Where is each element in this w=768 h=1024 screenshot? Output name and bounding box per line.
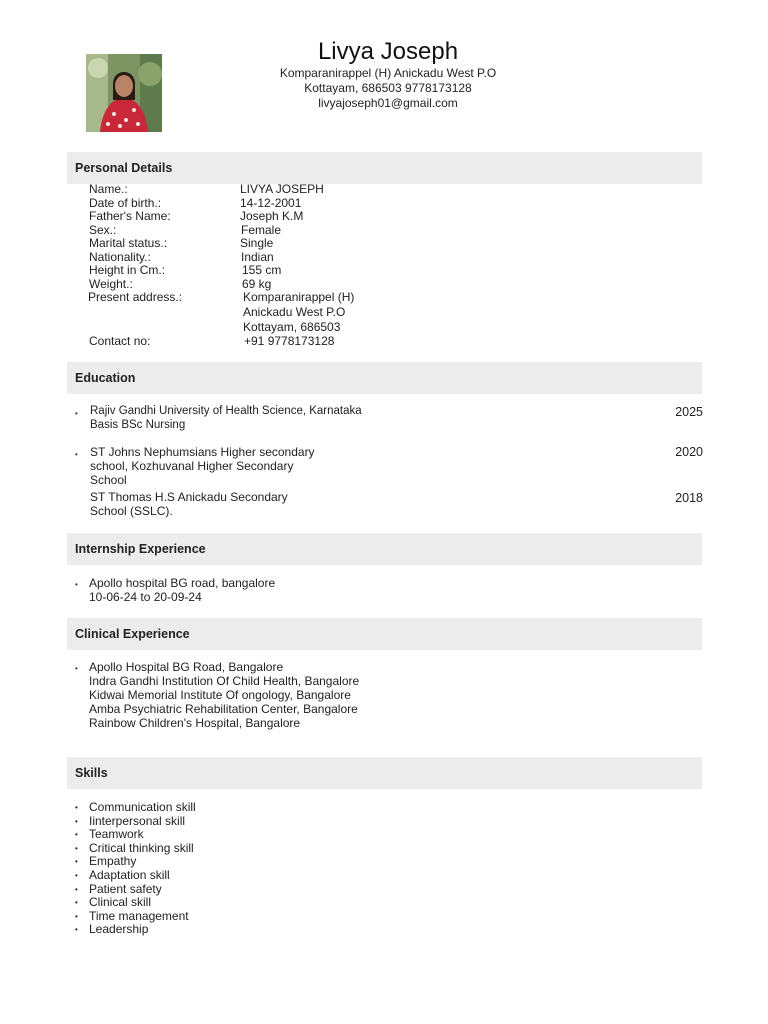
list-item: • Communication skill — [74, 801, 196, 815]
list-item: • Adaptation skill — [74, 869, 196, 883]
section-header-internship: Internship Experience — [67, 533, 702, 565]
personal-value: 14-12-2001 — [240, 195, 302, 210]
present-address-line: Kottayam, 686503 — [243, 320, 341, 334]
personal-key: Father's Name: — [89, 209, 171, 223]
section-header-skills: Skills — [67, 757, 702, 789]
personal-key: Sex.: — [89, 222, 117, 237]
personal-key: Name.: — [89, 182, 128, 196]
personal-details-table — [89, 183, 389, 353]
contact-label: Contact no: — [89, 334, 151, 348]
clinical-line: Amba Psychiatric Rehabilitation Center, Bangalore — [89, 702, 358, 716]
education-line: school, Kozhuvanal Higher Secondary — [90, 459, 294, 473]
bullet-icon: • — [75, 664, 78, 673]
education-line: School (SSLC). — [90, 504, 173, 518]
address-line-2: Kottayam, 686503 9778173128 — [304, 81, 472, 95]
education-line: ST Johns Nephumsians Higher secondary — [90, 445, 315, 459]
internship-line: 10-06-24 to 20-09-24 — [89, 590, 202, 604]
resume-header — [238, 38, 538, 111]
personal-value: Female — [241, 222, 282, 237]
personal-key: Date of birth.: — [89, 195, 162, 210]
address-line-1: Komparanirappel (H) Anickadu West P.O — [279, 66, 497, 80]
personal-value: 155 cm — [242, 263, 282, 277]
list-item: • Critical thinking skill — [74, 842, 196, 856]
personal-key: Marital status.: — [89, 236, 168, 250]
personal-key: Weight.: — [89, 276, 133, 291]
skills-list — [74, 801, 196, 937]
education-year: 2025 — [675, 405, 703, 419]
profile-photo-image — [86, 54, 162, 132]
education-line: Basis BSc Nursing — [90, 419, 186, 431]
list-item: • Empathy — [74, 855, 196, 869]
clinical-line: Kidwai Memorial Institute Of ongology, Bangalore — [89, 688, 351, 702]
section-header-clinical: Clinical Experience — [67, 618, 702, 650]
clinical-line: Rainbow Children's Hospital, Bangalore — [89, 716, 301, 730]
section-header-personal-details: Personal Details — [67, 152, 702, 184]
profile-photo — [86, 54, 162, 132]
email-address: livyajoseph01@gmail.com — [318, 96, 458, 110]
candidate-name: Livya Joseph — [317, 38, 459, 65]
personal-value: Indian — [241, 249, 274, 264]
present-address-line: Anickadu West P.O — [243, 305, 346, 319]
personal-key: Nationality.: — [89, 249, 151, 264]
personal-value: 69 kg — [242, 276, 272, 291]
list-item: • Iinterpersonal skill — [74, 815, 196, 829]
clinical-line: Apollo Hospital BG Road, Bangalore — [89, 660, 284, 674]
list-item: • Patient safety — [74, 883, 196, 897]
contact-number: +91 9778173128 — [244, 334, 335, 348]
list-item: • Leadership — [74, 923, 196, 937]
bullet-icon: • — [75, 409, 78, 418]
present-address-line: Komparanirappel (H) — [243, 290, 355, 304]
personal-key: Height in Cm.: — [89, 263, 166, 277]
education-year: 2020 — [675, 445, 703, 459]
education-line: School — [90, 473, 127, 487]
personal-value: LIVYA JOSEPH — [240, 182, 324, 196]
present-address-label: Present address.: — [88, 290, 183, 304]
list-item: • Teamwork — [74, 828, 196, 842]
education-year: 2018 — [675, 491, 703, 505]
list-item: • Time management — [74, 910, 196, 924]
section-header-education: Education — [67, 362, 702, 394]
bullet-icon: • — [75, 580, 78, 589]
education-line: Rajiv Gandhi University of Health Science, Karnataka — [90, 405, 362, 417]
education-line: ST Thomas H.S Anickadu Secondary — [90, 490, 288, 504]
clinical-line: Indra Gandhi Institution Of Child Health, Bangalore — [89, 674, 360, 688]
list-item: • Clinical skill — [74, 896, 196, 910]
internship-line: Apollo hospital BG road, bangalore — [89, 576, 276, 590]
personal-value: Single — [240, 236, 274, 250]
personal-value: Joseph K.M — [240, 209, 304, 223]
bullet-icon: • — [75, 450, 78, 459]
